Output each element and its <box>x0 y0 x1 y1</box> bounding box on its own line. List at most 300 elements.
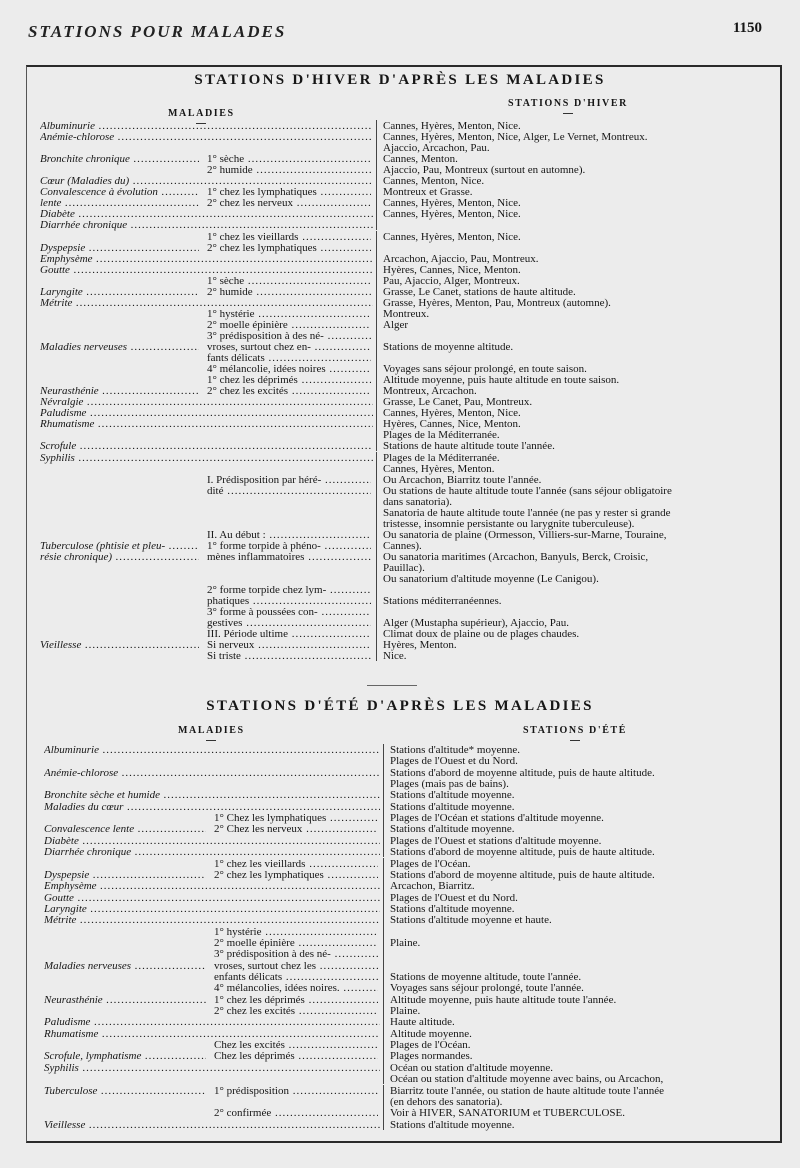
column-rule <box>383 755 384 766</box>
station-label: Grasse, Hyères, Menton, Pau, Montreux (automne). <box>383 297 611 309</box>
station-label: Ou sanatoria de plaine (Ormesson, Villiers-sur-Marne, Touraine, <box>383 529 667 541</box>
column-rule <box>383 1073 384 1084</box>
station-label: Ou Arcachon, Biarritz toute l'année. <box>383 474 542 486</box>
summer-table-title: STATIONS D'ÉTÉ D'APRÈS LES MALADIES <box>206 698 594 714</box>
disease-label: Vieillesse ..... <box>44 1120 380 1131</box>
column-rule <box>376 120 377 131</box>
column-rule <box>376 142 377 153</box>
station-label: Altitude moyenne, puis haute altitude en toute saison. <box>383 375 620 387</box>
table-row <box>0 353 800 364</box>
column-rule <box>376 208 377 219</box>
column-rule <box>376 396 377 407</box>
disease-label: Laryngite ..... <box>44 904 380 915</box>
station-label: Stations d'altitude moyenne. <box>390 903 515 915</box>
winter-col-stations: STATIONS D'HIVER <box>508 98 628 109</box>
column-rule <box>376 131 377 142</box>
station-label: Plages de la Méditerranée. <box>383 452 500 464</box>
table-row <box>0 342 800 353</box>
table-row <box>0 309 800 320</box>
station-label: Plages de l'Ouest et stations d'altitude moyenne. <box>390 835 602 847</box>
table-row <box>0 640 800 651</box>
column-rule <box>383 846 384 857</box>
subcategory-label: phatiques ..... <box>207 596 371 607</box>
disease-label: Anémie-chlorose ..... <box>44 768 380 779</box>
table-row <box>0 972 800 983</box>
subcategory-label: 1° chez les déprimés ..... <box>207 375 371 386</box>
station-label: Sanatoria de haute altitude toute l'année (ne pas y rester si grande <box>383 507 671 519</box>
table-row <box>0 464 800 475</box>
column-rule <box>383 971 384 982</box>
station-label: Plaine. <box>390 1006 421 1018</box>
disease-label: Emphysème ..... <box>44 881 380 892</box>
disease-label: Tuberculose (phtisie et pleu- ..... <box>40 541 199 552</box>
disease-label: Albuminurie ..... <box>44 745 380 756</box>
table-row <box>0 176 800 187</box>
subcategory-label: 1° chez les vieillards ..... <box>214 859 378 870</box>
station-label: Stations d'altitude moyenne. <box>390 824 515 836</box>
table-row <box>0 756 800 767</box>
station-label: Ajaccio, Arcachon, Pau. <box>383 143 490 155</box>
station-label: Voyages sans séjour prolongé, toute l'année. <box>390 983 584 995</box>
subcategory-label: 3° prédisposition à des né- ..... <box>207 331 371 342</box>
column-rule <box>376 485 377 496</box>
table-row <box>0 419 800 430</box>
column-rule <box>383 1119 384 1130</box>
station-label: Stations d'abord de moyenne altitude, puis de haute altitude. <box>390 847 655 859</box>
disease-label: Rhumatisme ..... <box>40 419 373 430</box>
table-row <box>0 132 800 143</box>
subcategory-label: vroses, surtout chez en- ..... <box>207 342 371 353</box>
subcategory-label: enfants délicats ..... <box>214 972 378 983</box>
subcategory-label: 1° chez les déprimés ..... <box>214 995 378 1006</box>
subcategory-label: Si triste ..... <box>207 651 371 662</box>
column-rule <box>376 385 377 396</box>
page-header <box>0 0 800 48</box>
disease-label: Paludisme ..... <box>40 408 373 419</box>
column-rule <box>376 186 377 197</box>
station-label: Stations de haute altitude toute l'année. <box>383 441 555 453</box>
station-label: Grasse, Le Canet, Pau, Montreux. <box>383 397 533 409</box>
table-row <box>0 563 800 574</box>
disease-label: lente ..... <box>40 198 199 209</box>
station-label: Ou stations de haute altitude toute l'année (sans séjour obligatoire <box>383 485 672 497</box>
subcategory-label: I. Prédisposition par héré- ..... <box>207 475 371 486</box>
column-rule <box>376 540 377 551</box>
table-row <box>0 618 800 629</box>
column-rule <box>383 994 384 1005</box>
table-row <box>0 1086 800 1097</box>
disease-label: Bronchite chronique ..... <box>40 154 199 165</box>
station-label: (en dehors des sanatoria). <box>390 1096 503 1108</box>
table-row <box>0 441 800 452</box>
table-row <box>0 408 800 419</box>
table-row <box>0 187 800 198</box>
table-row <box>0 165 800 176</box>
station-label: Climat doux de plaine ou de plages chaudes. <box>383 629 580 641</box>
subcategory-label: III. Période ultime ..... <box>207 629 371 640</box>
column-rule <box>376 231 377 242</box>
table-row <box>0 651 800 662</box>
table-row <box>0 585 800 596</box>
table-row <box>0 915 800 926</box>
column-rule <box>383 880 384 891</box>
disease-label: Vieillesse ..... <box>40 640 199 651</box>
column-rule <box>383 1107 384 1118</box>
table-row <box>0 508 800 519</box>
station-label: Stations de moyenne altitude. <box>383 342 514 353</box>
station-label: Altitude moyenne. <box>390 1028 472 1040</box>
station-label: Montreux, Arcachon. <box>383 386 477 398</box>
disease-label: Scrofule, lymphatisme ..... <box>44 1051 206 1062</box>
station-label: Océan ou station d'altitude moyenne avec bains, ou Arcachon, <box>390 1074 664 1086</box>
station-label: Stations d'altitude moyenne. <box>390 1119 515 1131</box>
disease-label: Rhumatisme ..... <box>44 1029 380 1040</box>
table-row <box>0 1108 800 1119</box>
table-row <box>0 596 800 607</box>
table-row <box>0 121 800 132</box>
column-rule <box>376 164 377 175</box>
table-row <box>0 430 800 441</box>
table-row <box>0 397 800 408</box>
column-rule <box>376 407 377 418</box>
column-rule <box>376 374 377 385</box>
section-divider <box>367 685 417 686</box>
station-label: Cannes, Hyères, Menton, Nice. <box>383 198 521 210</box>
column-rule <box>383 801 384 812</box>
station-label: Ajaccio, Pau, Montreux (surtout en automne). <box>383 165 586 177</box>
column-rule <box>376 242 377 253</box>
table-row <box>0 1074 800 1085</box>
station-label: Stations de moyenne altitude, toute l'année. <box>390 972 582 983</box>
column-rule <box>383 835 384 846</box>
column-rule <box>376 551 377 562</box>
disease-label: Maladies nerveuses ..... <box>44 961 206 972</box>
station-label: Cannes, Hyères, Menton, Nice. <box>383 408 521 420</box>
column-rule <box>383 1062 384 1073</box>
subcategory-label: vroses, surtout chez les ..... <box>214 961 378 972</box>
table-row <box>0 254 800 265</box>
winter-table-title: STATIONS D'HIVER D'APRÈS LES MALADIES <box>194 72 606 88</box>
table-row <box>0 364 800 375</box>
subcategory-label: Chez les excités ..... <box>214 1040 378 1051</box>
column-rule <box>383 869 384 880</box>
column-rule <box>376 650 377 661</box>
subcategory-label: 1° sèche ..... <box>207 276 371 287</box>
column-rule <box>376 363 377 374</box>
subcategory-label: Si nerveux ..... <box>207 640 371 651</box>
station-label: Montreux. <box>383 308 430 320</box>
column-rule <box>376 286 377 297</box>
disease-label: Neurasthénie ..... <box>40 386 199 397</box>
subcategory-label: 2° confirmée ..... <box>214 1108 378 1119</box>
subcategory-label: 2° chez les lymphatiques ..... <box>214 870 378 881</box>
station-label: Voir à HIVER, SANATORIUM et TUBERCULOSE. <box>390 1108 625 1120</box>
subcategory-label: gestives ..... <box>207 618 371 629</box>
table-row <box>0 847 800 858</box>
table-row <box>0 836 800 847</box>
column-rule <box>383 926 384 937</box>
column-rule <box>383 858 384 869</box>
disease-label: Laryngite ..... <box>40 287 199 298</box>
station-label: Océan ou station d'altitude moyenne. <box>390 1062 553 1074</box>
subcategory-label: mènes inflammatoires ..... <box>207 552 371 563</box>
column-rule <box>376 440 377 451</box>
column-rule <box>376 418 377 429</box>
column-rule <box>376 253 377 264</box>
subcategory-label: 2° chez les excités ..... <box>214 1006 378 1017</box>
disease-label: Diarrhée chronique ..... <box>44 847 380 858</box>
running-title: STATIONS POUR MALADES <box>28 22 287 41</box>
station-label: Voyages sans séjour prolongé, en toute saison. <box>383 364 587 376</box>
station-label: Plages de l'Ouest et du Nord. <box>390 756 518 768</box>
subcategory-label: fants délicats ..... <box>207 353 371 364</box>
station-label: dans sanatoria). <box>383 496 453 508</box>
table-row <box>0 475 800 486</box>
station-label: Ou sanatoria maritimes (Arcachon, Banyuls, Berck, Croisic, <box>383 551 649 563</box>
column-rule <box>383 948 384 959</box>
table-row <box>0 629 800 640</box>
station-label: Cannes, Hyères, Menton. <box>383 463 495 475</box>
table-row <box>0 453 800 464</box>
station-label: Pau, Ajaccio, Alger, Montreux. <box>383 275 520 287</box>
column-rule <box>383 914 384 925</box>
subcategory-label: 1° forme torpide à phéno- ..... <box>207 541 371 552</box>
column-rule <box>383 1016 384 1027</box>
table-row <box>0 298 800 309</box>
subcategory-label: 3° forme à poussées con- ..... <box>207 607 371 618</box>
column-rule <box>383 767 384 778</box>
subcategory-label: 1° chez les vieillards ..... <box>207 232 371 243</box>
column-rule <box>376 463 377 474</box>
column-rule <box>383 982 384 993</box>
table-row <box>0 530 800 541</box>
column-rule <box>383 823 384 834</box>
disease-label: Diarrhée chronique ..... <box>40 220 373 231</box>
table-row <box>0 779 800 790</box>
column-rule <box>383 937 384 948</box>
column-rule <box>383 1085 384 1096</box>
column-rule <box>383 812 384 823</box>
station-label: Plages de la Méditerranée. <box>383 430 500 442</box>
disease-label: Dyspepsie ..... <box>40 243 199 254</box>
station-label: Plages de l'Océan. <box>390 1040 471 1052</box>
table-row <box>0 287 800 298</box>
disease-label: Dyspepsie ..... <box>44 870 206 881</box>
station-label: Stations d'altitude moyenne. <box>390 790 515 802</box>
station-label: Cannes, Hyères, Menton, Nice. <box>383 121 521 132</box>
subcategory-label: II. Au début : ..... <box>207 530 371 541</box>
table-row <box>0 995 800 1006</box>
table-row <box>0 1006 800 1017</box>
column-rule <box>376 518 377 529</box>
disease-label: Paludisme ..... <box>44 1017 380 1028</box>
station-label: Plages de l'Ouest et du Nord. <box>390 892 518 904</box>
table-row <box>0 574 800 585</box>
station-label: Plages de l'Océan. <box>390 858 471 870</box>
table-row <box>0 949 800 960</box>
column-rule <box>376 496 377 507</box>
summer-col-stations: STATIONS D'ÉTÉ <box>523 725 628 736</box>
table-row <box>0 768 800 779</box>
column-rule <box>376 562 377 573</box>
column-rule <box>376 474 377 485</box>
column-rule <box>376 584 377 595</box>
station-label: Nice. <box>383 651 407 663</box>
summer-col-maladies: MALADIES <box>178 725 245 736</box>
subcategory-label: 4° mélancolies, idées noires. ..... <box>214 983 378 994</box>
disease-label: Cœur (Maladies du) ..... <box>40 176 373 187</box>
disease-label: Bronchite sèche et humide ..... <box>44 790 380 801</box>
station-label: Plaine. <box>390 937 421 949</box>
disease-label: Albuminurie ..... <box>40 121 373 132</box>
station-label: Plages (mais pas de bains). <box>390 779 509 791</box>
column-rule <box>383 903 384 914</box>
station-label: Haute altitude. <box>390 1017 455 1029</box>
disease-label: Diabète ..... <box>44 836 380 847</box>
column-rule <box>383 744 384 755</box>
station-label: Hyères, Menton. <box>383 640 457 652</box>
table-row <box>0 243 800 254</box>
station-label: Altitude moyenne, puis haute altitude toute l'année. <box>390 994 617 1006</box>
table-row <box>0 486 800 497</box>
table-row <box>0 320 800 331</box>
column-rule <box>376 595 377 606</box>
station-label: Arcachon, Biarritz. <box>390 881 475 893</box>
column-rule <box>383 1005 384 1016</box>
station-label: Ou sanatorium d'altitude moyenne (Le Canigou). <box>383 574 599 586</box>
disease-label: Maladies nerveuses ..... <box>40 342 199 353</box>
disease-label: Anémie-chlorose ..... <box>40 132 373 143</box>
table-row <box>0 1017 800 1028</box>
table-row <box>0 375 800 386</box>
column-rule <box>376 153 377 164</box>
station-label: Stations d'abord de moyenne altitude, puis de haute altitude. <box>390 869 655 881</box>
disease-label: Convalescence à évolution ..... <box>40 187 199 198</box>
table-row <box>0 519 800 530</box>
column-rule <box>376 175 377 186</box>
subcategory-label: 1° sèche ..... <box>207 154 371 165</box>
disease-label: Névralgie ..... <box>40 397 373 408</box>
disease-label: résie chronique) ..... <box>40 552 199 563</box>
table-row <box>0 154 800 165</box>
station-label: Stations d'altitude* moyenne. <box>390 745 520 756</box>
station-label: Plages de l'Océan et stations d'altitude moyenne. <box>390 813 604 825</box>
column-rule <box>376 529 377 540</box>
column-rule <box>376 197 377 208</box>
subcategory-label: 1° Chez les lymphatiques ..... <box>214 813 378 824</box>
subcategory-label: 2° moelle épinière ..... <box>207 320 371 331</box>
subcategory-label: 3° prédisposition à des né- ..... <box>214 949 378 960</box>
column-rule <box>376 606 377 617</box>
station-label: Pauillac). <box>383 563 425 574</box>
table-row <box>0 497 800 508</box>
column-rule <box>376 275 377 286</box>
disease-label: Neurasthénie ..... <box>44 995 206 1006</box>
table-row <box>0 802 800 813</box>
subcategory-label: Chez les déprimés ..... <box>214 1051 378 1062</box>
disease-label: Scrofule ..... <box>40 441 373 452</box>
station-label: tristesse, insomnie persistante ou larygnite tuberculeuse). <box>383 518 635 530</box>
page-number: 1150 <box>732 20 762 36</box>
table-row <box>0 961 800 972</box>
station-label: Cannes, Menton. <box>383 154 458 166</box>
table-row <box>0 232 800 243</box>
column-rule <box>376 617 377 628</box>
column-rule <box>376 639 377 650</box>
table-row <box>0 1097 800 1108</box>
station-label: Hyères, Cannes, Nice, Menton. <box>383 419 521 431</box>
subcategory-label: 4° mélancolie, idées noires ..... <box>207 364 371 375</box>
table-row <box>0 859 800 870</box>
column-rule <box>376 264 377 275</box>
station-label: Hyères, Cannes, Nice, Menton. <box>383 264 521 276</box>
winter-col-maladies: MALADIES <box>168 108 235 119</box>
table-row <box>0 331 800 342</box>
station-label: Stations d'altitude moyenne et haute. <box>390 915 552 927</box>
disease-label: Convalescence lente ..... <box>44 824 206 835</box>
subcategory-label: 2° humide ..... <box>207 287 371 298</box>
disease-label: Métrite ..... <box>40 298 373 309</box>
column-rule <box>383 960 384 971</box>
subcategory-label: 2° chez les nerveux ..... <box>207 198 371 209</box>
table-row <box>0 552 800 563</box>
column-rule <box>383 1039 384 1050</box>
station-label: Cannes, Hyères, Menton, Nice. <box>383 231 521 243</box>
table-row <box>0 790 800 801</box>
column-rule <box>376 628 377 639</box>
table-row <box>0 745 800 756</box>
column-rule <box>376 573 377 584</box>
subcategory-label: 2° chez les excités ..... <box>207 386 371 397</box>
station-label: Montreux et Grasse. <box>383 187 473 199</box>
subcategory-label: 2° chez les lymphatiques ..... <box>207 243 371 254</box>
table-row <box>0 1051 800 1062</box>
table-row <box>0 927 800 938</box>
disease-label: Tuberculose ..... <box>44 1086 206 1097</box>
subcategory-label: 2° forme torpide chez lym- ..... <box>207 585 371 596</box>
station-label: Alger (Mustapha supérieur), Ajaccio, Pau. <box>383 618 570 630</box>
station-label: Grasse, Le Canet, stations de haute altitude. <box>383 286 576 298</box>
station-label: Cannes). <box>383 540 422 552</box>
subcategory-label: 2° Chez les nerveux ..... <box>214 824 378 835</box>
table-row <box>0 938 800 949</box>
station-label: Stations d'altitude moyenne. <box>390 801 515 813</box>
column-rule <box>383 1028 384 1039</box>
subcategory-label: 1° prédisposition ..... <box>214 1086 378 1097</box>
disease-label: Goutte ..... <box>40 265 373 276</box>
disease-label: Maladies du cœur ..... <box>44 802 380 813</box>
column-rule <box>376 297 377 308</box>
station-label: Cannes, Menton, Nice. <box>383 176 485 188</box>
station-label: Biarritz toute l'année, ou station de haute altitude toute l'année <box>390 1085 664 1097</box>
table-row <box>0 983 800 994</box>
subcategory-label: 2° humide ..... <box>207 165 371 176</box>
table-row <box>0 276 800 287</box>
disease-label: Syphilis ..... <box>44 1063 380 1074</box>
column-rule <box>383 778 384 789</box>
table-row <box>0 220 800 231</box>
station-label: Cannes, Hyères, Menton, Nice. <box>383 209 521 221</box>
table-row <box>0 824 800 835</box>
table-row <box>0 893 800 904</box>
disease-label: Métrite ..... <box>44 915 380 926</box>
column-rule <box>376 341 377 352</box>
subcategory-label: 2° moelle épinière ..... <box>214 938 378 949</box>
subcategory-label: 1° hystérie ..... <box>207 309 371 320</box>
column-rule <box>376 308 377 319</box>
column-rule <box>376 319 377 330</box>
column-rule <box>376 452 377 463</box>
